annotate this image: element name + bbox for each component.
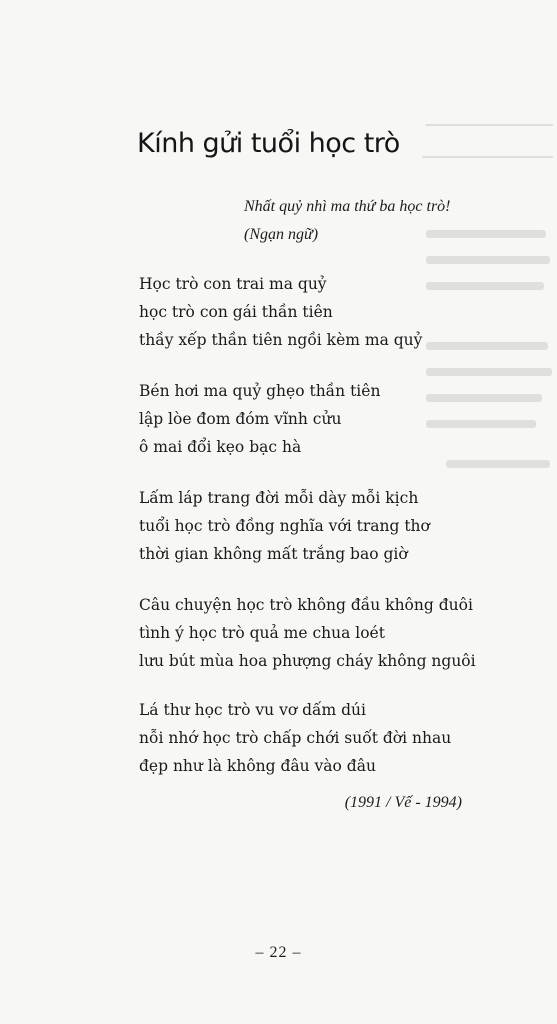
stanza-1 (139, 270, 422, 354)
bleed-through-text (418, 124, 553, 484)
epigraph-source: (Ngạn ngữ) (244, 226, 319, 243)
poem-line: lưu bút mùa hoa phượng cháy không nguôi (139, 652, 476, 670)
poem-title: Kính gửi tuổi học trò (137, 128, 400, 159)
poem-line: lập lòe đom đóm vĩnh cửu (139, 410, 342, 428)
poem-line: Bén hơi ma quỷ ghẹo thần tiên (139, 382, 381, 400)
poem-line: Học trò con trai ma quỷ (139, 275, 327, 293)
page-number: – 22 – (255, 944, 302, 961)
poem-line: đẹp như là không đâu vào đâu (139, 757, 376, 775)
poem-line: thời gian không mất trắng bao giờ (139, 545, 408, 563)
poem-line: tình ý học trò quả me chua loét (139, 624, 385, 642)
poem-line: tuổi học trò đồng nghĩa với trang thơ (139, 517, 430, 535)
poem-line: thầy xếp thần tiên ngồi kèm ma quỷ (139, 331, 423, 349)
poem-line: ô mai đổi kẹo bạc hà (139, 438, 302, 456)
poem-date: (1991 / Vế - 1994) (344, 794, 462, 811)
poem-line: học trò con gái thần tiên (139, 303, 333, 321)
stanza-5 (139, 696, 451, 780)
epigraph (244, 193, 451, 249)
poem-line: Câu chuyện học trò không đầu không đuôi (139, 596, 473, 614)
stanza-3 (139, 484, 430, 568)
poem-line: Lá thư học trò vu vơ dấm dúi (139, 701, 366, 719)
poem-line: nỗi nhớ học trò chấp chới suốt đời nhau (139, 729, 452, 747)
poem-line: Lấm láp trang đời mỗi dày mỗi kịch (139, 489, 419, 507)
epigraph-quote: Nhất quỷ nhì ma thứ ba học trò! (244, 198, 451, 215)
stanza-4 (139, 591, 476, 675)
stanza-2 (139, 377, 380, 461)
